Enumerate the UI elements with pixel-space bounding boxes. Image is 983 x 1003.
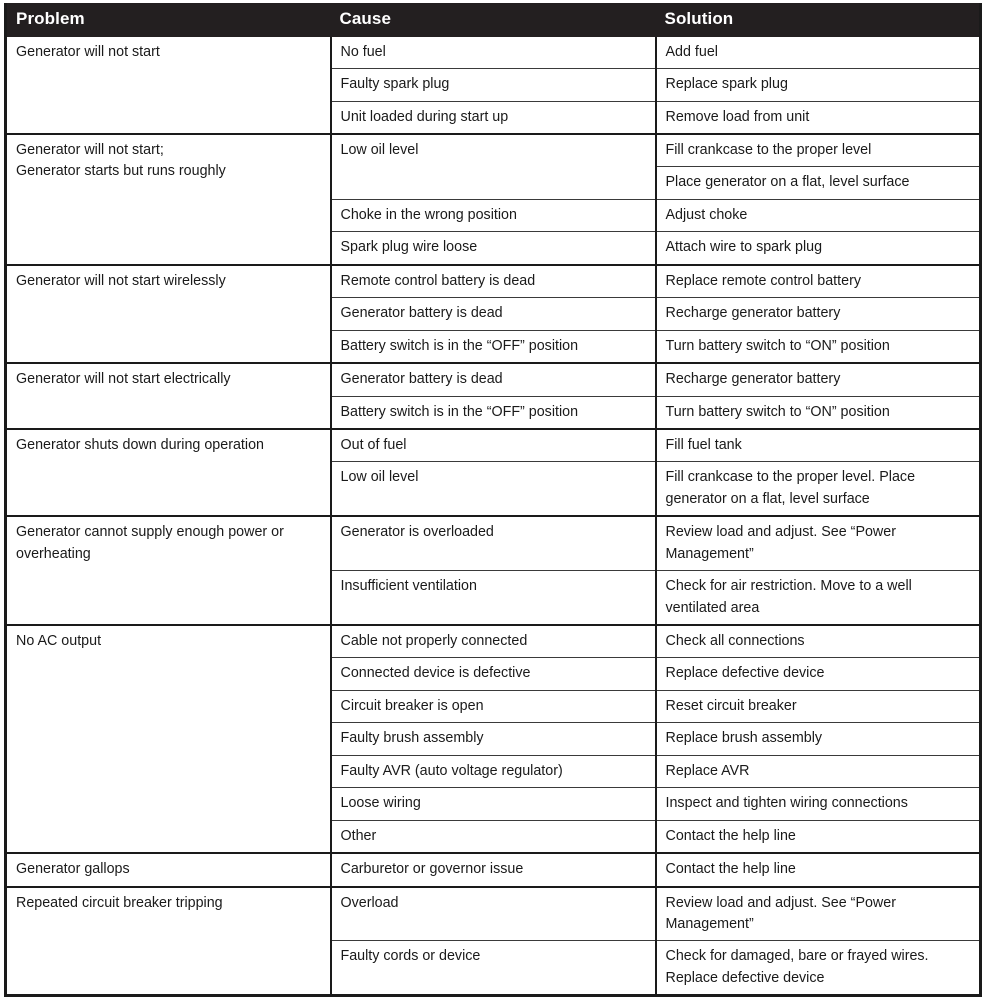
cell-cause [331,69,656,101]
cell-text-line: Out of fuel [340,436,407,453]
cell-solution [656,658,981,690]
cell-text-line: Recharge generator battery [665,305,841,322]
cell-text-line: Check for damaged, bare or frayed wires. [665,948,929,965]
table-header [6,3,981,37]
table-row [6,887,981,941]
cell-text-line: Generator will not start wirelessly [16,272,226,289]
cell-text-line: Cable not properly connected [340,633,528,649]
cell-cause [331,820,656,853]
cell-text-line: Fill crankcase to the proper level. Place [665,469,916,486]
cell-solution [656,101,981,134]
cell-text-line: Repeated circuit breaker tripping [16,894,223,911]
cell-solution [656,690,981,722]
cell-text-line: Attach wire to spark plug [665,239,823,256]
cell-text-line: Fill crankcase to the proper level [665,142,872,158]
cell-text-line: Spark plug wire loose [340,239,478,256]
cell-text-line: Check all connections [665,633,805,649]
cell-text-line: Faulty AVR (auto voltage regulator) [340,762,563,779]
cell-text-line: Add fuel [665,43,718,60]
cell-problem [6,134,331,265]
column-header-cause: Cause [331,3,656,37]
cell-text-line: Low oil level [340,469,419,486]
cell-problem [6,516,331,625]
cell-text-line: Circuit breaker is open [340,697,484,714]
cell-text-line: Replace defective device [665,665,825,682]
cell-text-line: Faulty spark plug [340,76,450,93]
cell-text-line: Replace spark plug [665,76,788,93]
cell-solution [656,134,981,167]
cell-solution [656,571,981,625]
cell-text-line: No AC output [16,633,102,649]
cell-text-line: Faulty brush assembly [340,730,484,747]
column-header-solution: Solution [656,3,981,37]
cell-solution [656,396,981,429]
cell-problem [6,265,331,363]
cell-cause [331,853,656,886]
cell-cause [331,941,656,996]
cell-text-line: Generator will not start electrically [16,371,231,388]
cell-text-line: Generator shuts down during operation [16,436,264,453]
table-body [6,37,981,996]
table-row [6,516,981,570]
cell-text-line: Faulty cords or device [340,948,481,965]
cell-solution [656,853,981,886]
cell-text-line: Battery switch is in the “OFF” position [340,337,579,354]
cell-solution [656,625,981,658]
cell-cause [331,330,656,363]
cell-text-line: No fuel [340,43,386,60]
cell-text-line: overheating [16,545,91,562]
cell-solution [656,232,981,265]
cell-cause [331,462,656,516]
table-row [6,265,981,298]
cell-solution [656,516,981,570]
cell-solution [656,69,981,101]
cell-cause [331,788,656,820]
table-row [6,625,981,658]
column-header-problem: Problem [6,3,331,37]
cell-text-line: Generator cannot supply enough power or [16,524,284,541]
cell-text-line: Check for air restriction. Move to a well [665,578,912,595]
cell-solution [656,330,981,363]
cell-solution [656,167,981,199]
cell-text-line: Replace AVR [665,762,750,779]
cell-solution [656,887,981,941]
cell-text-line: Generator battery is dead [340,371,503,388]
cell-text-line: Adjust choke [665,206,748,223]
cell-cause [331,134,656,199]
cell-text-line: Inspect and tighten wiring connections [665,795,908,812]
cell-solution [656,265,981,298]
cell-text-line: Overload [340,894,399,911]
cell-text-line: Low oil level [340,142,419,158]
cell-text-line: Generator is overloaded [340,524,494,541]
cell-text-line: Contact the help line [665,861,796,878]
cell-cause [331,571,656,625]
cell-text-line: Loose wiring [340,795,421,812]
cell-text-line: Remove load from unit [665,108,810,125]
troubleshooting-table [4,3,982,997]
table-row [6,853,981,886]
cell-solution [656,820,981,853]
cell-text-line: Unit loaded during start up [340,108,509,125]
cell-text-line: Review load and adjust. See “Power [665,894,896,911]
cell-solution [656,363,981,396]
cell-solution [656,37,981,69]
cell-cause [331,199,656,231]
cell-text-line: Replace defective device [665,969,825,986]
table-row [6,134,981,167]
cell-text-line: Reset circuit breaker [665,697,797,714]
cell-text-line: Connected device is defective [340,665,531,682]
cell-solution [656,298,981,330]
cell-text-line: Replace brush assembly [665,730,823,747]
cell-text-line: Insufficient ventilation [340,578,477,595]
cell-text-line: ventilated area [665,599,760,616]
cell-solution [656,199,981,231]
cell-cause [331,625,656,658]
cell-solution [656,788,981,820]
cell-text-line: Turn battery switch to “ON” position [665,403,890,420]
cell-problem [6,363,331,429]
table-row [6,363,981,396]
cell-text-line: Choke in the wrong position [340,206,517,223]
cell-text-line: Management” [665,915,754,932]
cell-text-line: Contact the help line [665,827,796,844]
table-header-row [6,3,981,37]
cell-cause [331,658,656,690]
cell-text-line: Other [340,827,377,844]
cell-text-line: Turn battery switch to “ON” position [665,337,890,354]
cell-text-line: generator on a flat, level surface [665,490,870,507]
cell-cause [331,723,656,755]
cell-text-line: Generator will not start [16,43,160,60]
cell-text-line: Generator gallops [16,861,130,878]
cell-solution [656,462,981,516]
cell-text-line: Recharge generator battery [665,371,841,388]
cell-solution [656,941,981,996]
cell-solution [656,755,981,787]
cell-cause [331,298,656,330]
cell-problem [6,37,331,134]
cell-cause [331,396,656,429]
cell-cause [331,755,656,787]
cell-cause [331,363,656,396]
cell-problem [6,429,331,516]
cell-cause [331,429,656,462]
cell-text-line: Fill fuel tank [665,436,742,453]
cell-text-line: Replace remote control battery [665,272,861,289]
cell-text-line: Generator will not start; [16,142,164,158]
table-row [6,429,981,462]
cell-solution [656,723,981,755]
cell-solution [656,429,981,462]
cell-text-line: Remote control battery is dead [340,272,536,289]
cell-text-line: Review load and adjust. See “Power [665,524,896,541]
table-row [6,37,981,69]
cell-text-line: Generator starts but runs roughly [16,163,226,180]
cell-text-line: Battery switch is in the “OFF” position [340,403,579,420]
cell-cause [331,516,656,570]
cell-text-line: Generator battery is dead [340,305,503,322]
cell-cause [331,101,656,134]
cell-text-line: Place generator on a flat, level surface [665,174,910,191]
cell-cause [331,37,656,69]
cell-cause [331,887,656,941]
cell-text-line: Carburetor or governor issue [340,861,524,878]
cell-text-line: Management” [665,545,754,562]
cell-cause [331,690,656,722]
cell-problem [6,853,331,886]
cell-cause [331,265,656,298]
cell-problem [6,887,331,996]
cell-cause [331,232,656,265]
cell-problem [6,625,331,853]
